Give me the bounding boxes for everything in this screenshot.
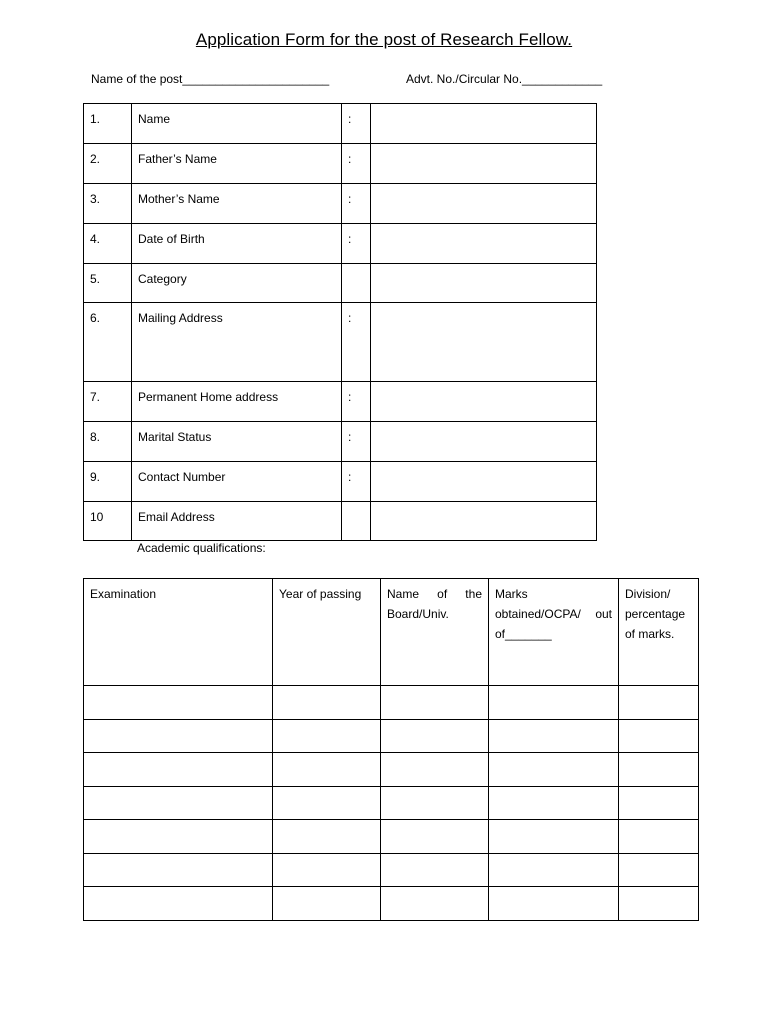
row-number: 8. bbox=[90, 430, 101, 444]
header-examination: Examination bbox=[90, 587, 157, 601]
colon-separator: : bbox=[348, 152, 352, 166]
table-row bbox=[84, 264, 597, 303]
table-row bbox=[84, 686, 699, 720]
examination-cell[interactable] bbox=[84, 854, 273, 887]
header-marks-obtained: Marks obtained/OCPA/ out of_______ bbox=[495, 587, 612, 641]
marks-cell[interactable] bbox=[489, 820, 619, 854]
table-row bbox=[84, 854, 699, 887]
academic-qualifications-table bbox=[83, 578, 699, 921]
advt-number-field[interactable]: Advt. No./Circular No.____________ bbox=[406, 72, 603, 86]
row-number: 1. bbox=[90, 112, 101, 126]
row-number: 9. bbox=[90, 470, 101, 484]
year-cell[interactable] bbox=[273, 787, 381, 820]
name-value-field[interactable] bbox=[371, 104, 597, 144]
colon-separator bbox=[342, 264, 370, 269]
mailing-address-value-field[interactable] bbox=[371, 303, 597, 382]
division-cell[interactable] bbox=[619, 686, 699, 720]
field-label-fathers-name: Father’s Name bbox=[138, 152, 217, 166]
year-cell[interactable] bbox=[273, 753, 381, 787]
mothers-name-value-field[interactable] bbox=[371, 184, 597, 224]
examination-cell[interactable] bbox=[84, 753, 273, 787]
year-cell[interactable] bbox=[273, 854, 381, 887]
field-label-mothers-name: Mother’s Name bbox=[138, 192, 220, 206]
marks-cell[interactable] bbox=[489, 720, 619, 753]
colon-separator: : bbox=[348, 390, 352, 404]
field-label-mailing-address: Mailing Address bbox=[138, 311, 223, 325]
year-cell[interactable] bbox=[273, 820, 381, 854]
year-cell[interactable] bbox=[273, 686, 381, 720]
field-label-marital-status: Marital Status bbox=[138, 430, 212, 444]
division-cell[interactable] bbox=[619, 720, 699, 753]
table-row bbox=[84, 184, 597, 224]
board-cell[interactable] bbox=[381, 820, 489, 854]
table-row bbox=[84, 422, 597, 462]
academic-qualifications-label: Academic qualifications: bbox=[137, 541, 266, 555]
field-label-date-of-birth: Date of Birth bbox=[138, 232, 205, 246]
marks-cell[interactable] bbox=[489, 753, 619, 787]
marks-cell[interactable] bbox=[489, 854, 619, 887]
table-row bbox=[84, 720, 699, 753]
permanent-address-value-field[interactable] bbox=[371, 382, 597, 422]
field-label-category: Category bbox=[138, 272, 187, 286]
table-row bbox=[84, 787, 699, 820]
table-row bbox=[84, 144, 597, 184]
header-board-university: Name of the Board/Univ. bbox=[387, 587, 482, 621]
row-number: 3. bbox=[90, 192, 101, 206]
colon-separator: : bbox=[348, 112, 352, 126]
year-cell[interactable] bbox=[273, 720, 381, 753]
fathers-name-value-field[interactable] bbox=[371, 144, 597, 184]
row-number: 4. bbox=[90, 232, 101, 246]
field-label-contact-number: Contact Number bbox=[138, 470, 226, 484]
table-row bbox=[84, 753, 699, 787]
form-title: Application Form for the post of Research Fellow. bbox=[195, 30, 573, 49]
table-row bbox=[84, 224, 597, 264]
division-cell[interactable] bbox=[619, 753, 699, 787]
marks-cell[interactable] bbox=[489, 887, 619, 921]
table-row bbox=[84, 382, 597, 422]
examination-cell[interactable] bbox=[84, 820, 273, 854]
examination-cell[interactable] bbox=[84, 887, 273, 921]
table-row bbox=[84, 462, 597, 502]
examination-cell[interactable] bbox=[84, 686, 273, 720]
colon-separator: : bbox=[348, 192, 352, 206]
marks-cell[interactable] bbox=[489, 787, 619, 820]
division-cell[interactable] bbox=[619, 854, 699, 887]
table-row bbox=[84, 502, 597, 541]
row-number: 6. bbox=[90, 311, 101, 325]
table-row bbox=[84, 887, 699, 921]
row-number: 2. bbox=[90, 152, 101, 166]
date-of-birth-value-field[interactable] bbox=[371, 224, 597, 264]
field-label-email-address: Email Address bbox=[138, 510, 215, 524]
table-row bbox=[84, 104, 597, 144]
header-year-of-passing: Year of passing bbox=[279, 587, 362, 601]
year-cell[interactable] bbox=[273, 887, 381, 921]
table-row bbox=[84, 820, 699, 854]
table-row bbox=[84, 303, 597, 382]
marks-cell[interactable] bbox=[489, 686, 619, 720]
board-cell[interactable] bbox=[381, 887, 489, 921]
colon-separator: : bbox=[348, 470, 352, 484]
division-cell[interactable] bbox=[619, 787, 699, 820]
row-number: 7. bbox=[90, 390, 101, 404]
marital-status-value-field[interactable] bbox=[371, 422, 597, 462]
board-cell[interactable] bbox=[381, 854, 489, 887]
colon-separator: : bbox=[348, 430, 352, 444]
table-header-row bbox=[84, 579, 699, 686]
division-cell[interactable] bbox=[619, 887, 699, 921]
colon-separator: : bbox=[348, 311, 352, 325]
examination-cell[interactable] bbox=[84, 720, 273, 753]
field-label-permanent-home-address: Permanent Home address bbox=[138, 390, 279, 404]
field-label-name: Name bbox=[138, 112, 171, 126]
colon-separator bbox=[342, 502, 370, 507]
row-number: 5. bbox=[90, 272, 101, 286]
name-of-post-field[interactable]: Name of the post______________________ bbox=[91, 72, 330, 86]
contact-number-value-field[interactable] bbox=[371, 462, 597, 502]
division-cell[interactable] bbox=[619, 820, 699, 854]
board-cell[interactable] bbox=[381, 787, 489, 820]
header-division-percentage: Division/ percentage of marks. bbox=[625, 587, 686, 641]
row-number: 10 bbox=[90, 510, 104, 524]
email-address-value-field[interactable] bbox=[371, 502, 597, 541]
board-cell[interactable] bbox=[381, 686, 489, 720]
board-cell[interactable] bbox=[381, 753, 489, 787]
examination-cell[interactable] bbox=[84, 787, 273, 820]
category-value-field[interactable] bbox=[371, 264, 597, 303]
colon-separator: : bbox=[348, 232, 352, 246]
board-cell[interactable] bbox=[381, 720, 489, 753]
personal-details-table bbox=[83, 103, 597, 541]
